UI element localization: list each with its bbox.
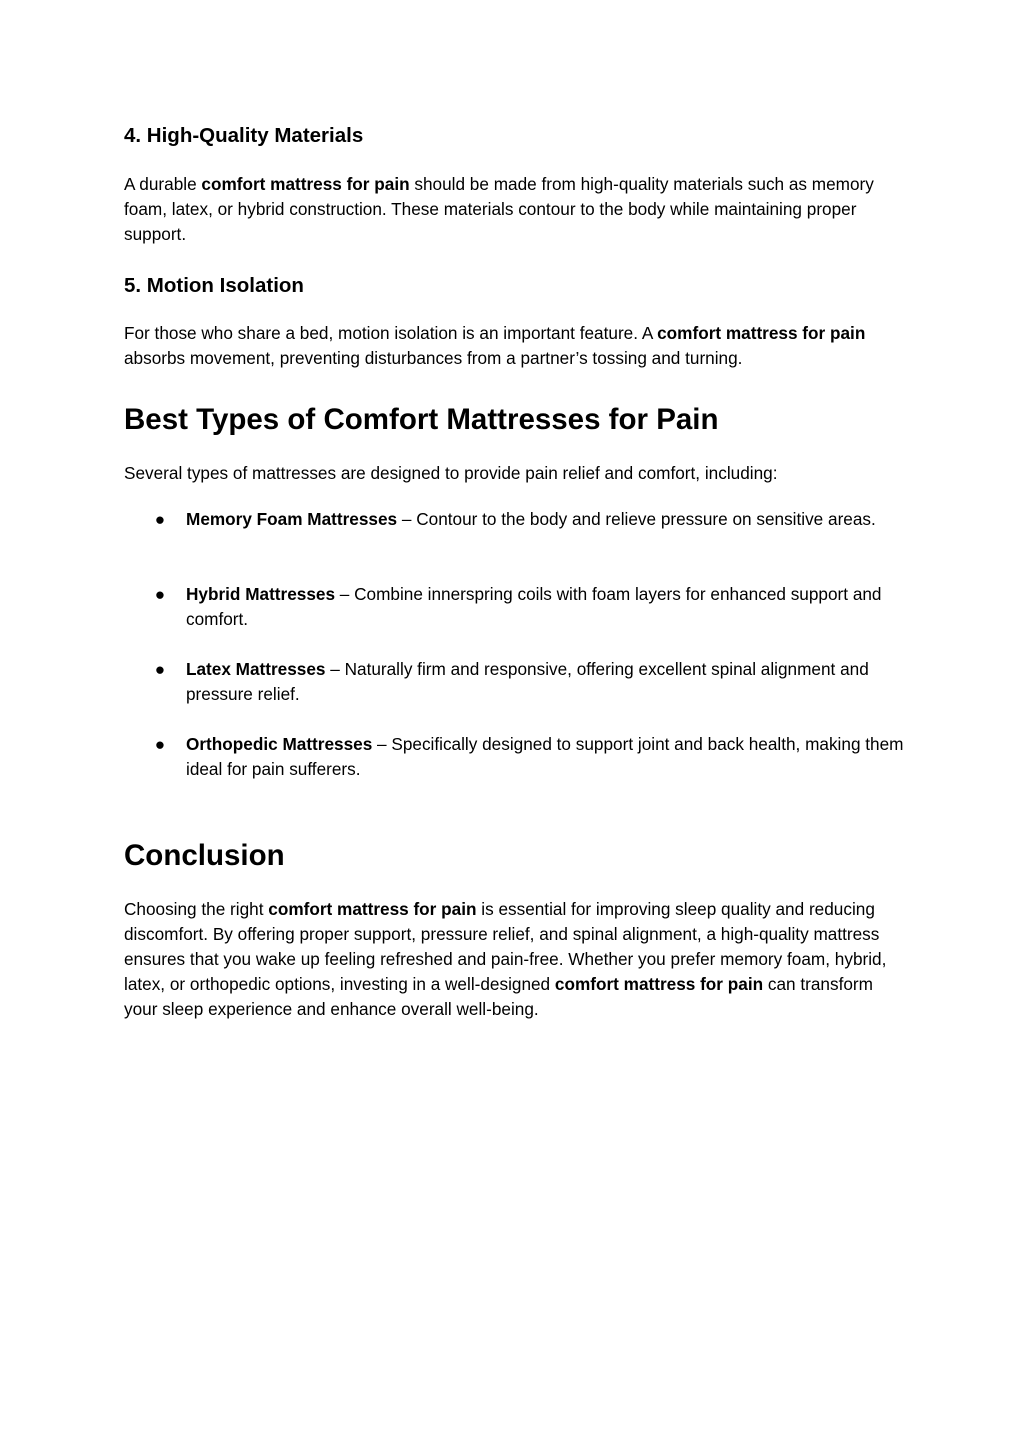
paragraph-types-intro: Several types of mattresses are designed to provide pain relief and comfort, including: bbox=[124, 463, 778, 483]
list-item-title: Hybrid Mattresses bbox=[186, 584, 336, 604]
paragraph-materials bbox=[124, 172, 904, 247]
keyword-bold: comfort mattress for pain bbox=[554, 974, 764, 994]
list-item-text bbox=[186, 582, 904, 632]
list-item-title: Latex Mattresses bbox=[186, 659, 326, 679]
keyword-bold: comfort mattress for pain bbox=[201, 174, 410, 194]
text-run: is essential for improving sleep quality and reducing discomfort. By offering proper support, pressure relief, and spinal alignment, a high-quality mattress ensures that you wake up feeling refreshed and pain-free. Whether you prefer memory foam, hybrid, latex, or orthopedic options, investing in a well-designed bbox=[124, 899, 887, 994]
list-item-text bbox=[186, 507, 904, 532]
text-run: Choosing the right bbox=[124, 899, 269, 919]
text-run: should be made from high-quality materials such as memory foam, latex, or hybrid construction. These materials contour to the body while maintaining proper support. bbox=[124, 174, 874, 244]
list-item-desc: – Naturally firm and responsive, offering excellent spinal alignment and pressure relief. bbox=[186, 659, 869, 704]
text-run: A durable bbox=[124, 174, 202, 194]
list-item-title: Orthopedic Mattresses bbox=[186, 734, 373, 754]
bullet-icon: ● bbox=[154, 509, 166, 529]
heading-conclusion: Conclusion bbox=[124, 839, 285, 872]
list-item-text bbox=[186, 657, 904, 707]
heading-high-quality-materials: 4. High-Quality Materials bbox=[124, 124, 364, 147]
keyword-bold: comfort mattress for pain bbox=[268, 899, 477, 919]
keyword-bold: comfort mattress for pain bbox=[657, 323, 866, 343]
bullet-icon: ● bbox=[154, 659, 166, 679]
list-item-title: Memory Foam Mattresses bbox=[186, 509, 398, 529]
list-item-desc: – Specifically designed to support joint and back health, making them ideal for pain sufferers. bbox=[186, 734, 904, 779]
heading-best-types: Best Types of Comfort Mattresses for Pain bbox=[124, 403, 719, 436]
heading-motion-isolation: 5. Motion Isolation bbox=[124, 274, 304, 297]
paragraph-motion bbox=[124, 321, 904, 371]
list-item-desc: – Combine innerspring coils with foam layers for enhanced support and comfort. bbox=[186, 584, 882, 629]
bullet-icon: ● bbox=[154, 584, 166, 604]
text-run: can transform your sleep experience and enhance overall well-being. bbox=[124, 974, 873, 1019]
paragraph-conclusion bbox=[124, 897, 904, 1022]
text-run: absorbs movement, preventing disturbances from a partner’s tossing and turning. bbox=[124, 348, 743, 368]
text-run: For those who share a bed, motion isolation is an important feature. A bbox=[124, 323, 658, 343]
list-item-desc: – Contour to the body and relieve pressure on sensitive areas. bbox=[397, 509, 876, 529]
bullet-icon: ● bbox=[154, 734, 166, 754]
list-item-text bbox=[186, 732, 904, 782]
